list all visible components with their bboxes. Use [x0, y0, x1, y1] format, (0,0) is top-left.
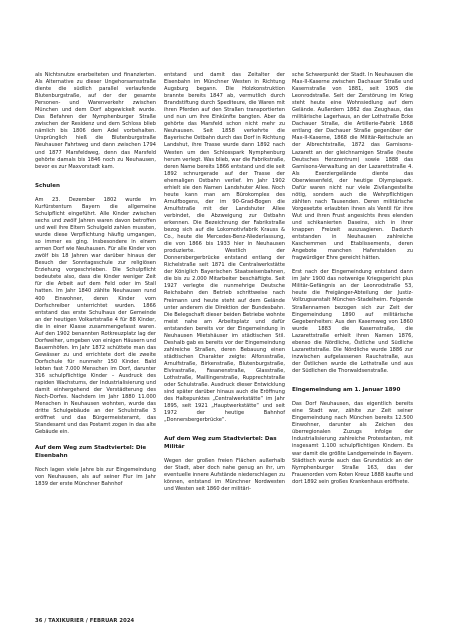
paragraph: Wegen der großen freien Flächen außerhalb der Stadt, aber doch nahe genug an ihr, um eventuelle innere Aufstände niederschlagen zu können, entstand im Münchner Nordwesten und Westen seit 1860 der militäri- — [164, 457, 285, 492]
section-heading-eingemeindung: Eingemeindung am 1. Januar 1890 — [292, 386, 401, 393]
paragraph: als Nichtsnutze erarbeiteten und finanzierten. Als Alternative zu dieser Ungehorsamsstraße diente die südlich parallel verlaufende Blutenburgstraße, auf der der gesamte Personen- und Warenverkehr zwischen München und dem Dorf abgewickelt wurde. Das Befahren der Nymphenburger Straße zwischen der Residenz und dem Schloss blieb nämlich bis 1806 dem Adel vorbehalten. Ursprünglich hieß die Blutenburgstraße Neuhauser Fahrtweg und dann zwischen 1794 und 1877 Marsfeldweg, denn das Marsfeld gehörte damals bis 1846 noch zu Neuhausen, bevor es zur Maxvorstadt kam. — [35, 72, 156, 170]
paragraph: Erst nach der Eingemeindung entstand dann im Jahr 1900 das notwenige Kriegsgericht plus Militär-Gefängnis an der Leonrodstraße 53, heute die Freigänger-Abteilung der Justiz-Vollzugsanstalt München-Stadelheim. Folgende Straßennamen bezogen sich zur Zeit der Eingemeindung 1890 auf militärische Gegebenheiten: Aus den Kasernweg von 1860 wurde 1883 die Kasernstraße, die Lazarettstraße erhielt ihren Namen 1876, ebenso die Nördliche, Östliche und Südliche Lazarettstraße. Die Nördliche wurde 1886 zur inzwischen aufgelassenen Rauchstraße, aus der Östlichen wurde die Lothstraße und aus der Südlichen die Thorwaldsenstraße. — [292, 269, 413, 374]
text-column-3 — [292, 72, 413, 486]
section-heading-militaer: Auf dem Weg zum Stadtviertel: Das Militär — [164, 436, 277, 450]
paragraph: Am 23. Dezember 1802 wurde im Kurfürstentum Bayern die allgemeine Schulpflicht eingeführt. Alle Kinder zwischen sechs und zwölf Jahren waren davon betroffen und weil ihre Eltern Schulgeld zahlen mussten, wurde diese Verpflichtung häufig umgangen, so immer es ging. Insbesondere in einem armen Dorf wie Neuhausen. Für alle Kinder von zwölf bis 18 Jahren war darüber hinaus der Besuch der Sonntagsschule zur religiösen Erziehung vorgeschrieben. Die Schulpflicht bedeutete also, dass die Kinder weniger Zeit für die Arbeit auf dem Feld oder im Stall hatten. Im Jahr 1840 zählte Neuhausen rund 400 Einwohner, deren Kinder vom Dorfschreiber unterrichtet wurden. 1866 entstand das erste Schulhaus der Gemeinde an der heutigen Volkartstraße 4 für 88 Kinder, die in einer Klasse zusammengefasst waren. Auf den 1902 benannten Rotkreuzplatz lag der Dorfweiher, umgeben von einigen Häusern und Bauernhöfen. Im Jahr 1872 schüttete man das Gewässer zu und errichtete dort die zweite Dorfschule für nunmehr 150 Kinder. Bald lebten fast 7.000 Menschen im Dorf, darunter 316 schulpflichtige Kinder – Ausdruck des rapiden Wachstums, der Industrialisierung und damit einhergehend der Verstädterung des Noch-Dorfes. Nachdem im Jahr 1880 11.000 Menschen in Neuhausen wohnten, wurde das dritte Schulgebäude an der Schulstraße 3 eröffnet und das Bürgermeisteramt, das Standesamt und das Postamt zogen in das alte Gebäude ein. — [35, 196, 156, 436]
section-heading-eisenbahn: Auf dem Weg zum Stadtviertel: Die Eisenbahn — [35, 445, 147, 459]
paragraph: entstand und damit das Zeitalter der Eisenbahn im Münchner Westen in Richtung Augsburg begann. Die Holzkonstruktion brannte bereits 1847 ab, vermutlich durch Brandstiftung durch Spediteure, die Waren mit ihren Pferden auf den Straßen transportierten und nun um ihre Einkünfte bangten. Aber da gehörte das Marsfeld schon nicht mehr zu Neuhausen. Seit 1858 verkehrte die Bayerische Ostbahn durch das Dorf in Richtung Landshut, ihre Trasse wurde dann 1892 nach Westen um den Schlosspark Nymphenburg herum verlegt. Was blieb, war die Fabrikstraße, deren Name bereits 1866 entstand und die seit 1892 schnurgerade auf der Trasse der ehemaligen Ostbahn verlief. Im Jahr 1902 erhielt sie den Namen Landshuter Allee. Noch heute kann man am Bürokomplex des Arnulfbogens, der im 90-Grad-Bogen die Arnulfstraße mit der Landshuter Allee verbindet, die Abzweigung zur Ostbahn erkennen. Die Bezeichnung der Fabrikstraße bezog sich auf die Lokomotivfabrik Krauss & Co., heute die Mercedes-Benz-Niederlassung, die von 1866 bis 1933 hier in Neuhausen produzierte. Westlich der Donnersbergerbrücke entstand entlang der Richelstraße seit 1871 die Centralwerkstätte der Königlich Bayerischen Staatseisenbahnen, die bis zu 2.000 Mitarbeiter beschäftigte. Seit 1927 verlegte die nunmehrige Deutsche Reichsbahn den Betrieb schrittweise nach Freimann und heute steht auf dem Gelände unter anderem die Direktion der Bundesbahn. Die Belegschaft dieser beiden Betriebe wohnte meist nahe am Arbeitsplatz und dafür entstanden bereits vor der Eingemeindung in Neuhausen Mietshäuser im städtischen Stil. Deshalb gab es bereits vor der Eingemeindung zahlreiche Straßen, deren Bebauung einen städtischen Charakter zeigte: Alfonsstraße, Arnulfstraße, Birkenstraße, Blutenburgstraße, Elvirastraße, Fasanenstraße, Glasstraße, Lothstraße, Maillingerstraße, Rupprechtstraße oder Schulstraße. Ausdruck dieser Entwicklung sind später darüber hinaus auch die Eröffnung des Haltepunktes „Centralwerkstätte“ im Jahr 1895, seit 1921 „Hauptwerkstätte“ und seit 1972 der heutige Bahnhof „Donnersbergerbrücke“. — [164, 72, 285, 424]
text-column-2 — [164, 72, 285, 493]
paragraph: sche Schwerpunkt der Stadt. In Neuhausen die Max-II-Kaserne zwischen Dachauer Straße und Kasernstraße von 1881, seit 1905 die Leonrodstraße. Seit der Zerstörung im Krieg steht heute eine Wohnsiedlung auf dem Gelände. Außerdem 1862 das Zeughaus, das militärische Lagerhaus, an der Lothstraße Ecke Dachauer Straße, die Artillerie-Fabrik 1868 entlang der Dachauer Straße gegenüber der Max-II-Kaserne, 1868 die Militär-Reitschule an der Albrechtstraße, 1872 das Garnisons-Lazarett an der gleichnamigen Straße (heute Deutsches Herzzentrum) sowie 1888 das Garnisons-Verwaltung an der Lazarettstraße 4. Als Exerziergelände diente das Oberwiesenfeld, der heutige Olympiapark. Dafür waren nicht nur viele Zivilangestellte nötig, sondern auch die Wehrpflichtigen zählten nach Tausenden. Deren militärische Vorgesetzte erlaubten ihnen als Ventil für ihre Wut und ihren Frust angesichts ihres elenden und schikanierten Daseins, sich in ihrer knappen Freizeit auszuagieren. Dadurch entstanden in Neuhausen zahlreiche Kaschemmen und Etablissements, deren Angebote manchen Haferstalden zu fragwürdiger Ehre gereicht hätten. — [292, 72, 413, 262]
text-column-1 — [35, 72, 156, 488]
page-footer: 36 / TAXIKURIER / FEBRUAR 2024 — [35, 618, 135, 624]
paragraph: Das Dorf Neuhausen, das eigentlich bereits eine Stadt war, zählte zur Zeit seiner Eingemeindung nach München bereits 12.500 Einwohner, darunter als Zeichen des überregionalen Zuzugs infolge der Industrialisierung zahlreiche Protestanten, mit insgesamt 1.100 schulpflichtigen Kindern. Es war damit die größte Landgemeinde in Bayern. Städtisch wurde auch das Grundstück an der Nymphenburger Straße 163, das der Frauenorden vom Roten Kreuz 1888 kaufte und dort 1892 sein großes Krankenhaus eröffnete. — [292, 401, 413, 485]
paragraph: Noch lagen viele Jahre bis zur Eingemeindung von Neuhausen, als auf seiner Flur im Jahr 1839 der erste Münchner Bahnhof — [35, 466, 156, 487]
section-heading-schulen: Schulen — [35, 182, 61, 189]
